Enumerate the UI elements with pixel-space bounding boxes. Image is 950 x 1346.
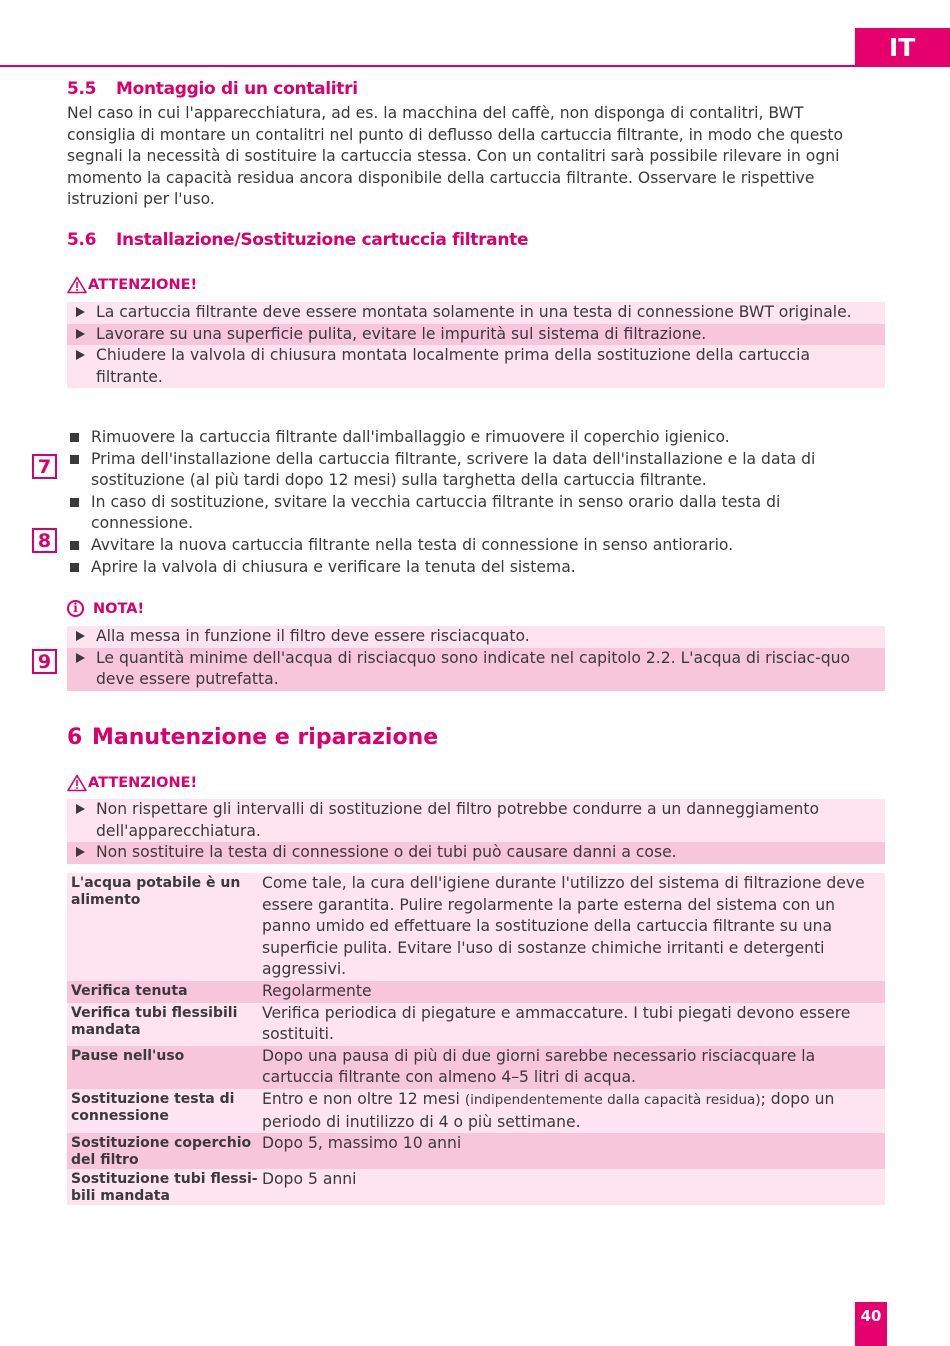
table-value: Regolarmente <box>262 981 372 1000</box>
note-label-text: NOTA! <box>93 600 145 617</box>
note-item <box>67 648 885 691</box>
section-5-6-heading <box>67 230 528 250</box>
table-key: L'acqua potabile è un alimento <box>71 875 241 908</box>
warning-item <box>67 799 885 842</box>
list-item <box>67 535 885 557</box>
figure-ref-9: 9 <box>32 649 57 674</box>
warning-box <box>67 302 885 388</box>
list-item <box>67 557 885 579</box>
warning-label <box>67 774 197 792</box>
bullet-triangle-icon <box>76 350 85 360</box>
section-title: Montaggio di un contalitri <box>116 79 358 99</box>
note-item <box>67 626 885 648</box>
note-text: Alla messa in funzione il filtro deve essere risciacquato. <box>96 627 530 645</box>
table-value <box>262 1089 885 1133</box>
section-title: Installazione/Sostituzione cartuccia filtrante <box>116 230 529 250</box>
language-tab: IT <box>855 28 950 67</box>
figure-ref-7: 7 <box>32 454 57 479</box>
table-value: Come tale, la cura dell'igiene durante l'utilizzo del sistema di filtrazione deve essere garantita. Pulire regolarmente la parte esterna del sistema con un panno umido ed effettuare la sostituzione della cartuccia filtrante su una superficie pulita. Evitare l'uso di sostanze chimiche irritanti e detergenti aggressivi. <box>262 874 865 979</box>
value-note: (indipendentemente dalla capacità residua) <box>464 1091 761 1108</box>
warning-text: Chiudere la valvola di chiusura montata localmente prima della sostituzione della cartuccia filtrante. <box>96 346 811 386</box>
warning-box <box>67 799 885 864</box>
bullet-triangle-icon <box>76 847 85 857</box>
table-row <box>67 1169 885 1205</box>
bullet-triangle-icon <box>76 329 85 339</box>
warning-triangle-icon <box>67 774 87 792</box>
table-value: Dopo 5 anni <box>262 1170 357 1189</box>
section-5-5-text: Nel caso in cui l'apparecchiatura, ad es. la macchina del caffè, non disponga di contalitri, BWT consiglia di montare un contalitri nel punto di deflusso della cartuccia filtrante, in modo che questo segnali la necessità di sostituire la cartuccia stessa. Con un contalitri sarà possibile rilevare in ogni momento la capacità residua ancora disponibile della cartuccia filtrante. Osservare le rispettive istruzioni per l'uso. <box>67 104 844 209</box>
maintenance-table <box>67 873 885 1205</box>
table-row <box>67 1003 885 1046</box>
table-value: Dopo 5, massimo 10 anni <box>262 1134 462 1153</box>
table-value: Dopo una pausa di più di due giorni sarebbe necessario risciacquare la cartuccia filtrante con almeno 4–5 litri di acqua. <box>262 1046 816 1087</box>
table-key: Verifica tubi flessibili mandata <box>71 1004 238 1038</box>
warning-label <box>67 276 197 294</box>
note-text: Le quantità minime dell'acqua di risciacquo sono indicate nel capitolo 2.2. L'acqua di risciac-quo deve essere putrefatta. <box>96 648 851 689</box>
warning-item <box>67 842 885 864</box>
bullet-square-icon <box>70 455 79 464</box>
table-row <box>67 1133 885 1169</box>
bullet-triangle-icon <box>76 307 85 317</box>
value-part: ; dopo un periodo di inutilizzo di 4 o più settimane. <box>262 1089 835 1131</box>
table-key: Pause nell'uso <box>71 1047 185 1064</box>
warning-label-text: ATTENZIONE! <box>88 775 198 791</box>
warning-text: Non sostituire la testa di connessione o dei tubi può causare danni a cose. <box>96 843 677 862</box>
warning-item <box>67 324 885 346</box>
bullet-square-icon <box>70 498 79 507</box>
bullet-triangle-icon <box>76 804 85 814</box>
table-row <box>67 981 885 1003</box>
chapter-6-heading <box>67 725 438 750</box>
chapter-title: Manutenzione e riparazione <box>92 725 439 750</box>
table-row <box>67 873 885 981</box>
bullet-square-icon <box>70 563 79 572</box>
table-key: Sostituzione coperchio del filtro <box>71 1135 252 1169</box>
header-rule <box>0 65 950 67</box>
bullet-triangle-icon <box>76 631 85 641</box>
note-box <box>67 626 885 691</box>
warning-triangle-icon <box>67 276 87 294</box>
section-number: 5.6 <box>67 230 97 250</box>
warning-text: La cartuccia filtrante deve essere montata solamente in una testa di connessione BWT originale. <box>96 303 852 321</box>
table-row <box>67 1089 885 1133</box>
section-5-5-heading <box>67 79 358 99</box>
bullet-square-icon <box>70 433 79 442</box>
list-item <box>67 449 885 492</box>
value-part: Entro e non oltre 12 mesi <box>262 1089 465 1108</box>
bullet-square-icon <box>70 541 79 550</box>
warning-text: Lavorare su una superficie pulita, evitare le impurità sul sistema di filtrazione. <box>96 324 707 343</box>
info-icon: i <box>67 600 84 617</box>
warning-item <box>67 302 885 324</box>
list-item <box>67 492 885 535</box>
table-row <box>67 1046 885 1089</box>
table-key: Verifica tenuta <box>71 982 188 999</box>
table-key: Sostituzione testa di connessione <box>71 1090 235 1124</box>
section-number: 5.5 <box>67 79 97 99</box>
table-value: Verifica periodica di piegature e ammaccature. I tubi piegati devono essere sostituiti. <box>262 1003 851 1044</box>
step-text: Prima dell'installazione della cartuccia filtrante, scrivere la data dell'installazione e la data di sostituzione (al più tardi dopo 12 mesi) sulla targhetta della cartuccia filtrante. <box>91 449 816 490</box>
list-item <box>67 427 885 449</box>
figure-ref-8: 8 <box>32 528 57 553</box>
step-text: Rimuovere la cartuccia filtrante dall'imballaggio e rimuovere il coperchio igienico. <box>91 428 730 446</box>
step-text: Avvitare la nuova cartuccia filtrante nella testa di connessione in senso antiorario. <box>91 535 734 554</box>
note-label <box>67 600 144 617</box>
warning-item <box>67 345 885 388</box>
warning-label-text: ATTENZIONE! <box>88 277 198 293</box>
step-text: Aprire la valvola di chiusura e verificare la tenuta del sistema. <box>91 557 576 576</box>
bullet-triangle-icon <box>76 653 85 663</box>
table-key: Sostituzione tubi flessi-bili mandata <box>71 1171 258 1205</box>
installation-steps <box>67 427 885 578</box>
page-number: 40 <box>855 1302 887 1346</box>
warning-text: Non rispettare gli intervalli di sostituzione del filtro potrebbe condurre a un danneggiamento dell'apparecchiatura. <box>96 800 820 840</box>
chapter-number: 6 <box>67 725 83 750</box>
step-text: In caso di sostituzione, svitare la vecchia cartuccia filtrante in senso orario dalla testa di connessione. <box>91 492 781 533</box>
